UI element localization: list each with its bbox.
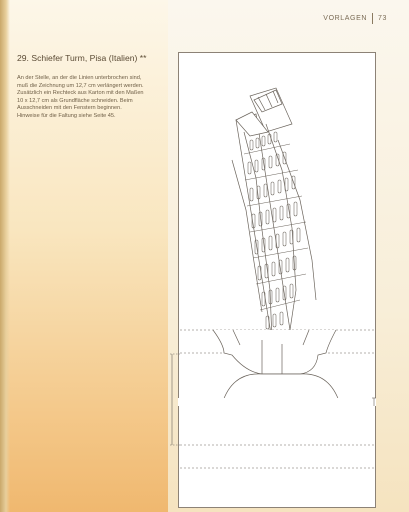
extension-break [178,398,376,406]
tower-base [213,330,340,404]
template-title: 29. Schiefer Turm, Pisa (Italien) ** [17,53,147,63]
tower-body [236,88,292,340]
section-label: VORLAGEN [323,14,367,22]
page-number: 73 [378,14,387,22]
template-description: An der Stelle, an der die Linien unterbrochen sind, muß die Zeichnung um 12,7 cm verlängert werden. Zusätzlich ein Rechteck aus Karton mit den Maßen 10 x 12,7 cm als Grundfläche schneiden. Beim Ausschneiden mit den Fenstern beginnen. Hinweise für die Faltung siehe Seite 45. [17,75,144,119]
